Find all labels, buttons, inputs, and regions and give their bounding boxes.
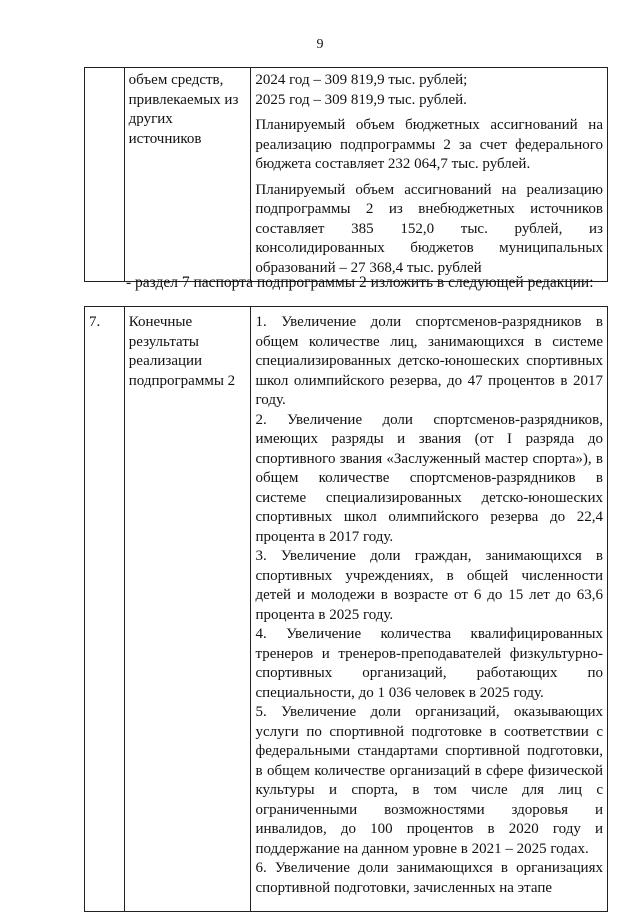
result-item: 3. Увеличение доли граждан, занимающихся в спортивных учреждениях, в общей численности детей и молодежи в возрасте от 6 до 15 лет до 63,6 процента в 2025 году. — [255, 548, 603, 623]
result-item: 5. Увеличение доли организаций, оказывающих услуги по спортивной подготовке в соответствии с федеральными стандартами спортивной подготовки, в общем количестве организаций в сфере физической культуры и спорта, в том числе для лиц с ограниченными возможностями здоровья и инвалидов, до 100 процентов в 2020 году и поддержание на данном уровне в 2021 – 2025 годах. — [255, 704, 603, 857]
row-number-cell: 7. — [85, 307, 125, 912]
row-label-cell: объем средств, привлекаемых из других источников — [124, 68, 251, 282]
row-content-cell — [251, 68, 608, 282]
table-row — [85, 68, 608, 282]
page-number: 9 — [316, 37, 324, 52]
table-row — [85, 307, 608, 912]
result-item: 1. Увеличение доли спортсменов-разрядников в общем количестве лиц, занимающихся в системе специализированных детско-юношеских спортивных школ олимпийского резерва, до 47 процентов в 2017 году. — [255, 314, 603, 408]
result-item: 6. Увеличение доли занимающихся в организациях спортивной подготовки, зачисленных на этапе — [255, 860, 603, 896]
row-label-cell: Конечные результаты реализации подпрограммы 2 — [124, 307, 251, 912]
funding-paragraph: Планируемый объем бюджетных ассигнований на реализацию подпрограммы 2 за счет федерального бюджета составляет 232 064,7 тыс. рублей. — [255, 117, 603, 172]
results-table — [84, 306, 608, 912]
result-item: 2. Увеличение доли спортсменов-разрядников, имеющих разряды и звания (от I разряда до спортивного звания «Заслуженный мастер спорта»), в общем количестве спортсменов-разрядников в системе специализированных детско-юношеских спортивных школ олимпийского резерва до 22,4 процента в 2017 году. — [255, 411, 603, 545]
funding-paragraph: Планируемый объем ассигнований на реализацию подпрограммы 2 из внебюджетных источников составляет 385 152,0 тыс. рублей, из консолидированных бюджетов муниципальных образований – 27 368,4 тыс. рублей — [255, 181, 603, 276]
funding-table — [84, 67, 608, 282]
funding-paragraph: 2024 год – 309 819,9 тыс. рублей; — [255, 72, 468, 88]
amendment-instruction: - раздел 7 паспорта подпрограммы 2 изложить в следующей редакции: — [126, 274, 594, 291]
row-number-cell — [85, 68, 125, 282]
row-content-cell — [251, 307, 608, 912]
funding-paragraph: 2025 год – 309 819,9 тыс. рублей. — [255, 91, 467, 108]
results-list — [255, 313, 603, 911]
result-item: 4. Увеличение количества квалифицированных тренеров и тренеров-преподавателей физкультурно-спортивных организаций, работающих по специальности, до 1 036 человек в 2025 году. — [255, 626, 603, 701]
